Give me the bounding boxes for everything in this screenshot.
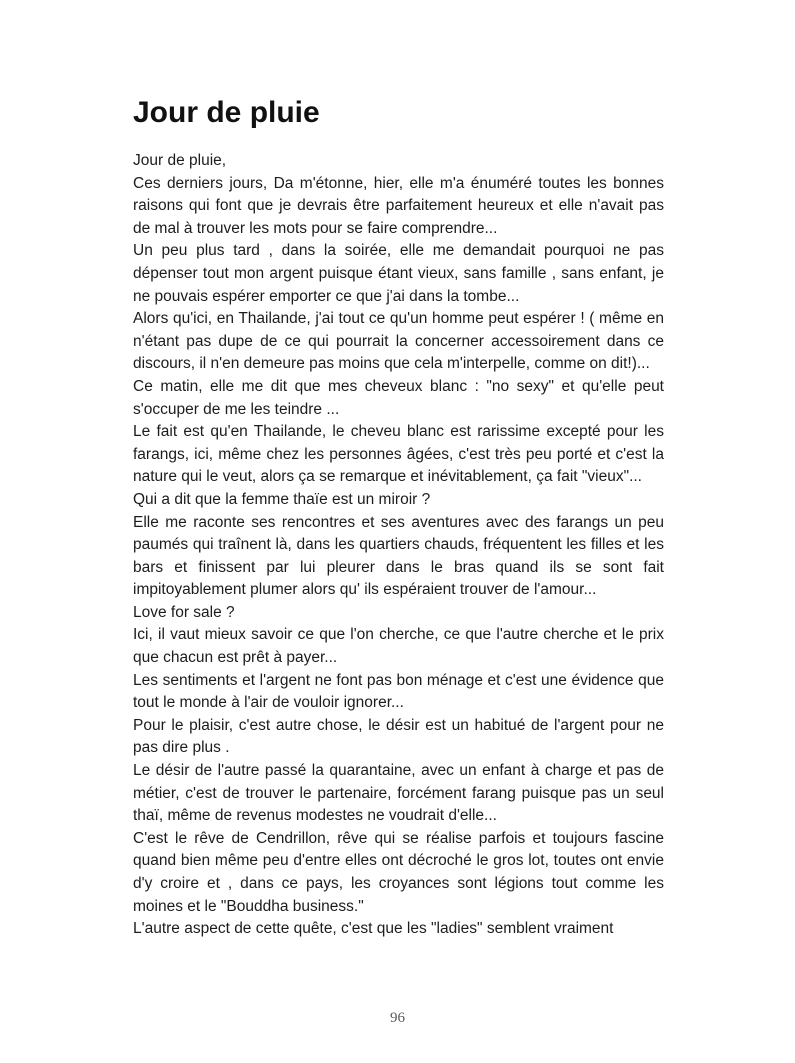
paragraph: Jour de pluie, — [133, 152, 227, 169]
body-text — [133, 150, 664, 941]
paragraph: Love for sale ? — [133, 603, 235, 621]
paragraph: Ici, il vaut mieux savoir ce que l'on cherche, ce que l'autre cherche et le prix que chacun est prêt à payer... — [133, 626, 664, 667]
paragraph: Les sentiments et l'argent ne font pas bon ménage et c'est une évidence que tout le monde à l'air de vouloir ignorer... — [133, 671, 664, 712]
paragraph: Le fait est qu'en Thailande, le cheveu blanc est rarissime excepté pour les farangs, ici, même chez les personnes âgées, c'est très peu porté et c'est la nature qui le veut, alors ça se remarque et inévitablement, ça fait "vieux"... — [133, 423, 664, 486]
page-content — [133, 95, 664, 941]
paragraph: C'est le rêve de Cendrillon, rêve qui se réalise parfois et toujours fascine quand bien même peu d'entre elles ont décroché le gros lot, toutes ont envie d'y croire et , dans ce pays, les croyances sont légions tout comme les moines et le "Bouddha business." — [133, 829, 664, 915]
paragraph: Alors qu'ici, en Thailande, j'ai tout ce qu'un homme peut espérer ! ( même en n'étant pas dupe de ce qui pourrait la concerner accessoirement dans ce discours, il n'en demeure pas moins que cela m'interpelle, comme on dit!)... — [133, 310, 664, 373]
paragraph: Le désir de l'autre passé la quarantaine, avec un enfant à charge et pas de métier, c'est de trouver le partenaire, forcément farang puisque pas un seul thaï, même de revenus modestes ne voudrait d'elle... — [133, 762, 664, 825]
paragraph: Qui a dit que la femme thaïe est un miroir ? — [133, 490, 431, 508]
paragraph: L'autre aspect de cette quête, c'est que les "ladies" semblent vraiment — [133, 920, 614, 938]
paragraph: Un peu plus tard , dans la soirée, elle me demandait pourquoi ne pas dépenser tout mon argent puisque étant vieux, sans famille , sans enfant, je ne pouvais espérer emporter ce que j'ai dans la tombe... — [133, 242, 664, 305]
paragraph: Pour le plaisir, c'est autre chose, le désir est un habitué de l'argent pour ne pas dire plus . — [133, 716, 664, 757]
paragraph: Elle me raconte ses rencontres et ses aventures avec des farangs un peu paumés qui traînent là, dans les quartiers chauds, fréquentent les filles et les bars et finissent par lui pleurer dans le bras quand ils se sont fait impitoyablement plumer alors qu' ils espéraient trouver de l'amour... — [133, 513, 664, 599]
page-number: 96 — [390, 1010, 405, 1026]
paragraph: Ce matin, elle me dit que mes cheveux blanc : "no sexy" et qu'elle peut s'occuper de me les teindre ... — [133, 377, 664, 418]
paragraph: Ces derniers jours, Da m'étonne, hier, elle m'a énuméré toutes les bonnes raisons qui font que je devrais être parfaitement heureux et elle n'avait pas de mal à trouver les mots pour se faire comprendre... — [133, 174, 664, 237]
page-title: Jour de pluie — [133, 96, 320, 129]
